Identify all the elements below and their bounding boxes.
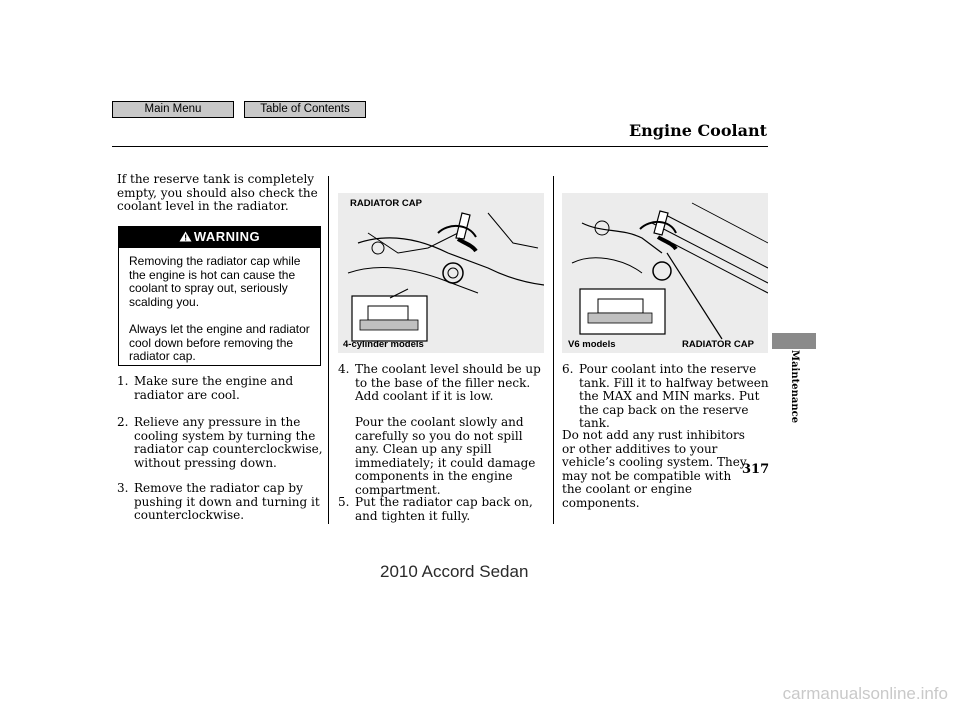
step-text: Put the radiator cap back on, and tighten it fully. — [355, 495, 533, 523]
warning-header — [118, 226, 321, 247]
note-paragraph: Do not add any rust inhibitors or other additives to your vehicle’s cooling system. They may not be compatible with the coolant or engine components. — [562, 428, 747, 510]
list-item — [117, 375, 325, 402]
warning-box — [118, 247, 321, 366]
table-of-contents-button[interactable]: Table of Contents — [244, 101, 366, 118]
step-text: Relieve any pressure in the cooling system by turning the radiator cap counterclockwise, without pressing down. — [134, 415, 323, 470]
note-paragraph: Pour the coolant slowly and carefully so you do not spill any. Clean up any spill immediately; it could damage components in the engine compartment. — [355, 415, 536, 497]
step-text: Pour coolant into the reserve tank. Fill it to halfway between the MAX and MIN marks. Put the cap back on the reserve tank. — [579, 362, 769, 430]
step-number: 3. — [117, 481, 129, 495]
engine-illustration-v6 — [562, 193, 768, 353]
step-text: The coolant level should be up to the base of the filler neck. Add coolant if it is low. — [355, 362, 541, 403]
warning-text-1: Removing the radiator cap while the engine is hot can cause the coolant to spray out, seriously scalding you. — [129, 254, 301, 309]
step-number: 4. — [338, 362, 350, 376]
title-rule — [112, 146, 768, 147]
side-tab-label: Maintenance — [789, 350, 800, 424]
step-number: 5. — [338, 495, 350, 509]
warning-label: WARNING — [193, 229, 261, 244]
step-text: Remove the radiator cap by pushing it down and turning it counterclockwise. — [134, 481, 320, 522]
warning-triangle-icon — [179, 231, 192, 242]
figure-callout: RADIATOR CAP — [682, 339, 754, 350]
page-number: 317 — [742, 462, 770, 477]
section-side-tab — [772, 333, 816, 349]
step-text: Make sure the engine and radiator are cool. — [134, 374, 294, 402]
intro-paragraph: If the reserve tank is completely empty, you should also check the coolant level in the radiator. — [117, 172, 318, 213]
engine-illustration-4cyl — [338, 193, 544, 353]
list-item — [338, 363, 550, 404]
watermark: carmanualsonline.info — [782, 684, 948, 703]
step-number: 6. — [562, 362, 574, 376]
figure-v6 — [562, 193, 768, 353]
figure-callout: RADIATOR CAP — [350, 198, 422, 209]
section-title: Engine Coolant — [628, 121, 767, 140]
list-item — [117, 416, 325, 470]
figure-caption: 4-cylinder models — [343, 339, 424, 350]
list-item — [117, 482, 325, 523]
column-divider-1 — [328, 176, 329, 524]
footer-banner: 2010 Accord Sedan — [380, 562, 529, 581]
list-item — [562, 363, 772, 431]
step-number: 1. — [117, 374, 129, 388]
step-number: 2. — [117, 415, 129, 429]
column-divider-2 — [553, 176, 554, 524]
list-item — [338, 496, 550, 523]
figure-4-cylinder — [338, 193, 544, 353]
figure-caption: V6 models — [568, 339, 616, 350]
main-menu-button[interactable]: Main Menu — [112, 101, 234, 118]
warning-text-2: Always let the engine and radiator cool down before removing the radiator cap. — [129, 322, 310, 363]
